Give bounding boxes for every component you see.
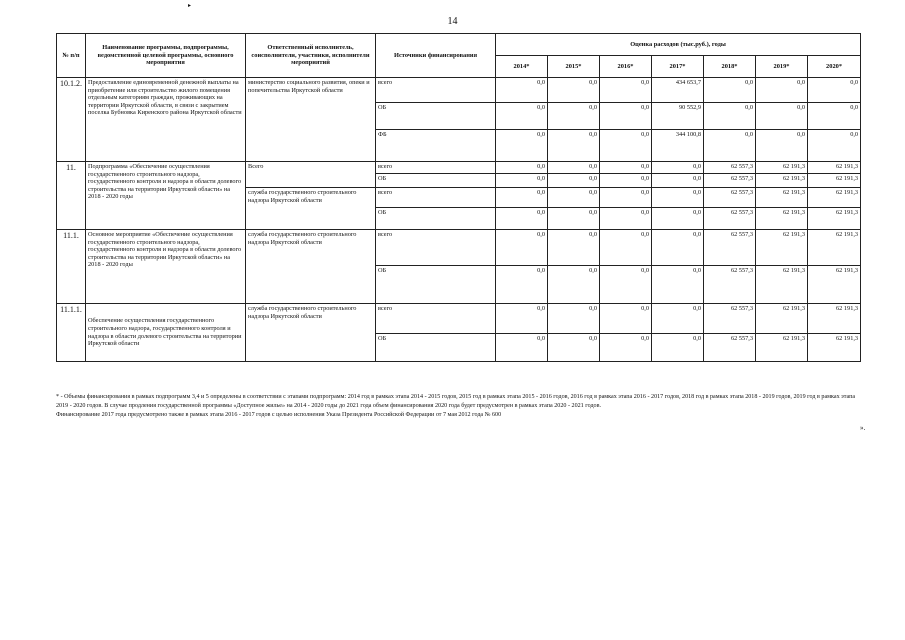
row-value: 0,0 [548,78,600,103]
row-value: 62 557,3 [704,334,756,362]
row-value: 0,0 [808,130,861,162]
header-year: 2015* [548,56,600,78]
row-value: 0,0 [548,208,600,230]
row-value: 0,0 [756,103,808,130]
row-source: всего [376,188,496,208]
row-value: 0,0 [496,174,548,188]
row-value: 0,0 [652,334,704,362]
row-value: 62 191,3 [808,208,861,230]
row-value: 0,0 [496,230,548,266]
row-source: всего [376,162,496,174]
row-value: 0,0 [600,208,652,230]
closing-quote: ». [860,424,866,432]
row-value: 0,0 [652,174,704,188]
footnotes [56,393,868,419]
row-value: 0,0 [808,103,861,130]
footnote-stages: * - Объемы финансирования в рамках подпрограмм 3,4 и 5 определены в соответствии с этапами подпрограмм: 2014 год в рамках этапа 2014 - 2015 годов, 2015 год в рамках этапа 2015 - 2016 годов, 2016 год в рамках этапа 2016 - 2017 годов, 2018 год в рамках этапа 2018 - 2019 годов, 2019 год в рамках этапа 2019 - 2020 годов. В случае продления государственной программы «Доступное жилье» на 2014 - 2020 годы до 2021 года объем финансирования 2020 года будет предусмотрен в рамках этапа 2020 - 2021 годов. [56,394,856,409]
row-executor: министерство социального развития, опеки и попечительства Иркутской области [246,78,376,162]
row-value: 62 191,3 [808,304,861,334]
row-source: ОБ [376,266,496,304]
row-source: ОБ [376,334,496,362]
row-value: 62 557,3 [704,266,756,304]
footnote-2017: Финансирование 2017 года предусмотрено также в рамках этапа 2016 - 2017 годов с целью исполнения Указа Президента Российской Федерации от 7 мая 2012 года № 600 [56,411,502,418]
header-costs: Оценка расходов (тыс.руб.), годы [496,34,861,56]
row-value: 0,0 [496,266,548,304]
budget-table [56,33,861,362]
row-value: 0,0 [548,188,600,208]
row-value: 62 191,3 [808,266,861,304]
row-value: 344 100,8 [652,130,704,162]
row-value: 62 557,3 [704,208,756,230]
header-year: 2020* [808,56,861,78]
row-source: ОБ [376,103,496,130]
row-value: 0,0 [652,162,704,174]
header-year: 2016* [600,56,652,78]
row-value: 0,0 [600,334,652,362]
row-value: 62 191,3 [756,162,808,174]
row-executor: служба государственного строительного надзора Иркутской области [246,188,376,230]
header-year: 2019* [756,56,808,78]
row-value: 62 191,3 [756,304,808,334]
row-value: 0,0 [548,230,600,266]
row-value: 62 557,3 [704,304,756,334]
row-value: 434 653,7 [652,78,704,103]
row-value: 62 557,3 [704,188,756,208]
header-year: 2017* [652,56,704,78]
row-name: Предоставление единовременной денежной выплаты на приобретение или строительство жилого помещения отдельным категориям граждан, проживающих на территории Иркутской области, в связи с закрытием поселка Бубновка Киренского района Иркутской области [86,78,246,162]
row-value: 62 557,3 [704,174,756,188]
header-executor: Ответственный исполнитель, соисполнители, участники, исполнители мероприятий [246,34,376,78]
row-value: 0,0 [652,208,704,230]
row-value: 0,0 [652,188,704,208]
row-value: 62 557,3 [704,162,756,174]
row-value: 0,0 [652,266,704,304]
row-value: 0,0 [600,188,652,208]
row-value: 0,0 [496,78,548,103]
row-value: 62 191,3 [808,162,861,174]
row-source: всего [376,304,496,334]
row-source: ОБ [376,174,496,188]
row-value: 0,0 [600,162,652,174]
row-value: 0,0 [704,130,756,162]
page-number: 14 [447,16,458,27]
row-value: 0,0 [548,103,600,130]
row-value: 0,0 [600,78,652,103]
scan-mark: ▸ [188,3,192,9]
row-value: 0,0 [600,103,652,130]
row-name: Основное мероприятие «Обеспечение осуществления государственного строительного надзора, государственного контроля и надзора в области долевого строительства на территории Иркутской области» на 2018 - 2020 годы [86,230,246,304]
row-value: 0,0 [496,188,548,208]
row-value: 0,0 [548,174,600,188]
table-row [57,230,861,266]
row-value: 0,0 [652,230,704,266]
row-source: всего [376,78,496,103]
header-name: Наименование программы, подпрограммы, ведомственной целевой программы, основного мероприятия [86,34,246,78]
row-index: 11.1. [57,230,86,304]
row-executor-total: Всего [246,162,376,188]
table-row [57,162,861,174]
row-value: 62 191,3 [756,174,808,188]
table-row [57,78,861,103]
row-value: 0,0 [496,304,548,334]
row-value: 0,0 [548,304,600,334]
row-value: 62 191,3 [808,188,861,208]
row-value: 0,0 [548,162,600,174]
row-value: 0,0 [600,304,652,334]
row-value: 0,0 [548,130,600,162]
row-value: 0,0 [548,334,600,362]
row-value: 62 191,3 [756,266,808,304]
row-value: 0,0 [808,78,861,103]
row-source: ОБ [376,208,496,230]
header-year: 2014* [496,56,548,78]
row-value: 90 552,9 [652,103,704,130]
row-value: 62 191,3 [756,208,808,230]
row-value: 0,0 [600,174,652,188]
row-executor: служба государственного строительного надзора Иркутской области [246,304,376,362]
row-index: 11. [57,162,86,230]
row-index: 11.1.1. [57,304,86,362]
row-value: 62 191,3 [808,230,861,266]
row-value: 0,0 [652,304,704,334]
header-sources: Источники финансирования [376,34,496,78]
row-executor: служба государственного строительного надзора Иркутской области [246,230,376,304]
header-num: № п/п [57,34,86,78]
row-value: 0,0 [496,130,548,162]
row-value: 0,0 [704,78,756,103]
row-value: 0,0 [600,130,652,162]
row-value: 0,0 [704,103,756,130]
row-value: 62 191,3 [756,334,808,362]
row-value: 62 557,3 [704,230,756,266]
row-value: 62 191,3 [756,230,808,266]
row-value: 0,0 [756,78,808,103]
row-value: 62 191,3 [756,188,808,208]
row-name: Подпрограмма «Обеспечение осуществления государственного строительного надзора, государственного контроля и надзора в области долевого строительства на территории Иркутской области» на 2018 - 2020 годы [86,162,246,230]
row-value: 0,0 [496,208,548,230]
row-source: всего [376,230,496,266]
row-value: 0,0 [600,266,652,304]
row-source: ФБ [376,130,496,162]
row-value: 62 191,3 [808,334,861,362]
row-value: 0,0 [496,103,548,130]
row-value: 0,0 [756,130,808,162]
row-value: 0,0 [496,334,548,362]
header-year: 2018* [704,56,756,78]
row-name: Обеспечение осуществления государственного строительного надзора, государственного контроля и надзора в области долевого строительства на территории Иркутской области [86,304,246,362]
row-value: 0,0 [600,230,652,266]
table-row [57,304,861,334]
row-index: 10.1.2. [57,78,86,162]
row-value: 62 191,3 [808,174,861,188]
row-value: 0,0 [548,266,600,304]
row-value: 0,0 [496,162,548,174]
